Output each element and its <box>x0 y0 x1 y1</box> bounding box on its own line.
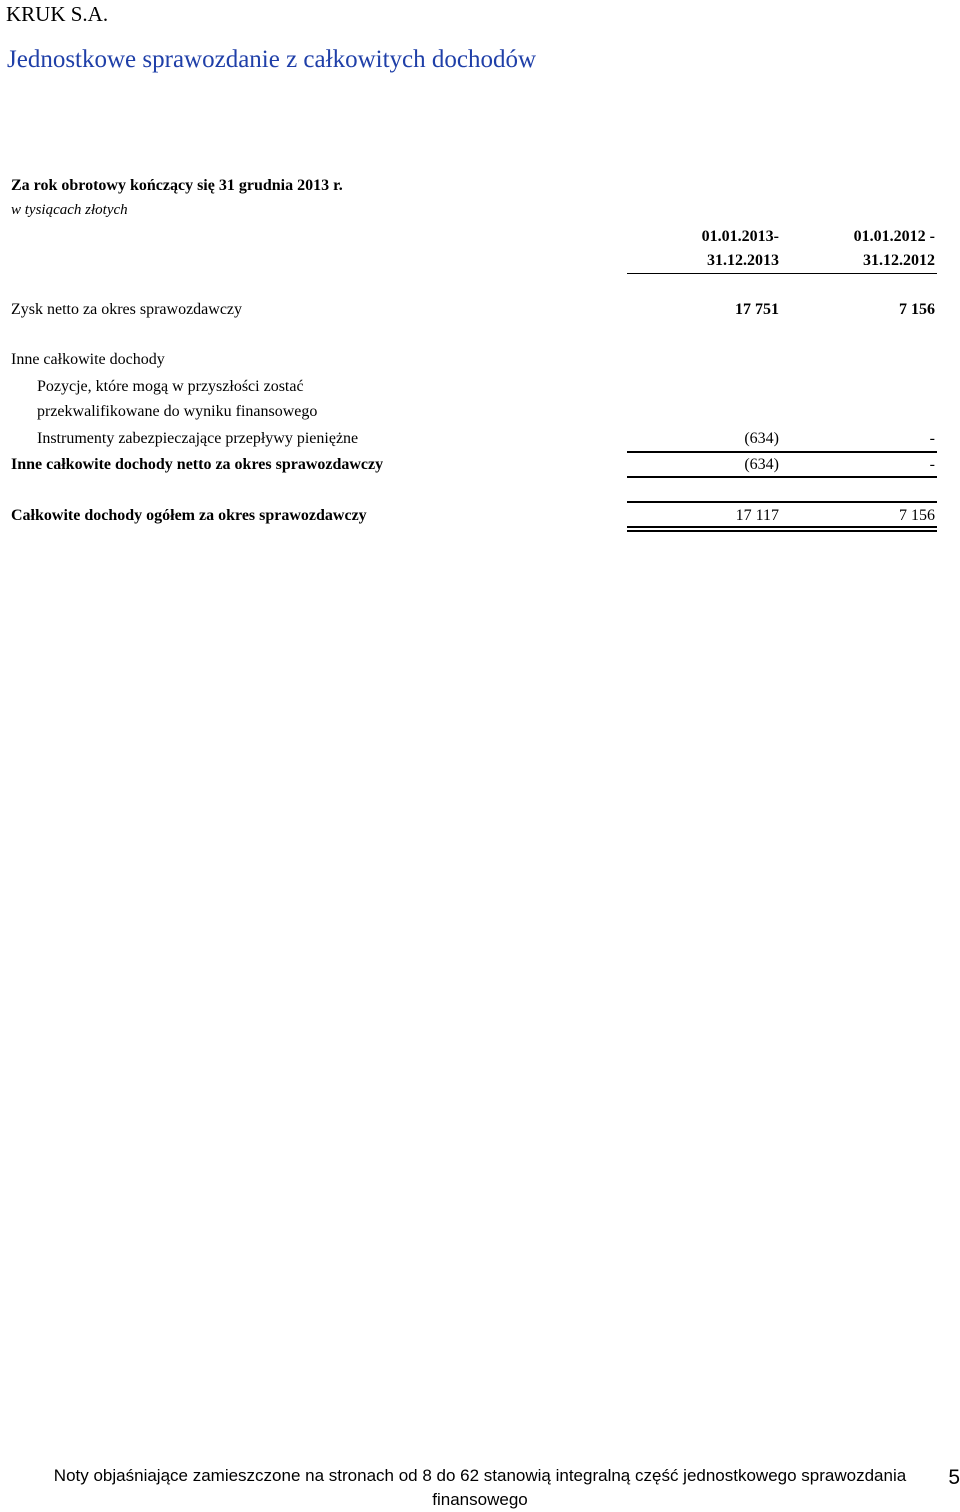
total-2013: 17 117 <box>735 507 779 524</box>
total-2012: 7 156 <box>899 507 935 524</box>
column-header-2012-start: 01.01.2012 - <box>853 228 935 245</box>
reclass-label-line1: Pozycje, które mogą w przyszłości zostać <box>37 378 304 395</box>
net-profit-label: Zysk netto za okres sprawozdawczy <box>11 301 243 318</box>
page-title: Jednostkowe sprawozdanie z całkowitych dochodów <box>7 46 537 73</box>
net-profit-2013: 17 751 <box>735 301 779 318</box>
hedge-label: Instrumenty zabezpieczające przepływy pieniężne <box>37 430 359 447</box>
oci-net-2013: (634) <box>744 456 779 473</box>
hedge-2012: - <box>929 430 935 447</box>
column-header-2012-end: 31.12.2012 <box>863 252 935 269</box>
company-name: KRUK S.A. <box>6 2 109 26</box>
total-label: Całkowite dochody ogółem za okres sprawozdawczy <box>11 507 367 524</box>
total-double-underline-top <box>627 526 937 528</box>
column-header-2013-start: 01.01.2013- <box>701 228 779 245</box>
footer-note: Noty objaśniające zamieszczone na stronach od 8 do 62 stanowią integralną część jednostkowego sprawozdania finansowego <box>53 1466 907 1509</box>
net-profit-2012: 7 156 <box>899 301 935 318</box>
total-overline <box>627 501 937 503</box>
unit-label: w tysiącach złotych <box>11 202 128 218</box>
total-double-underline-bottom <box>627 530 937 532</box>
oci-heading: Inne całkowite dochody <box>11 351 165 368</box>
hedge-underline <box>627 451 937 453</box>
page-number: 5 <box>948 1466 960 1489</box>
hedge-2013: (634) <box>744 430 779 447</box>
header-underline <box>627 273 937 274</box>
reclass-label-line2: przekwalifikowane do wyniku finansowego <box>37 403 318 420</box>
oci-net-label: Inne całkowite dochody netto za okres sprawozdawczy <box>11 456 384 473</box>
oci-net-underline <box>627 476 937 478</box>
oci-net-2012: - <box>929 456 935 473</box>
footer-note-container <box>0 1464 960 1512</box>
period-label: Za rok obrotowy kończący się 31 grudnia 2013 r. <box>11 177 343 194</box>
column-header-2013-end: 31.12.2013 <box>707 252 779 269</box>
